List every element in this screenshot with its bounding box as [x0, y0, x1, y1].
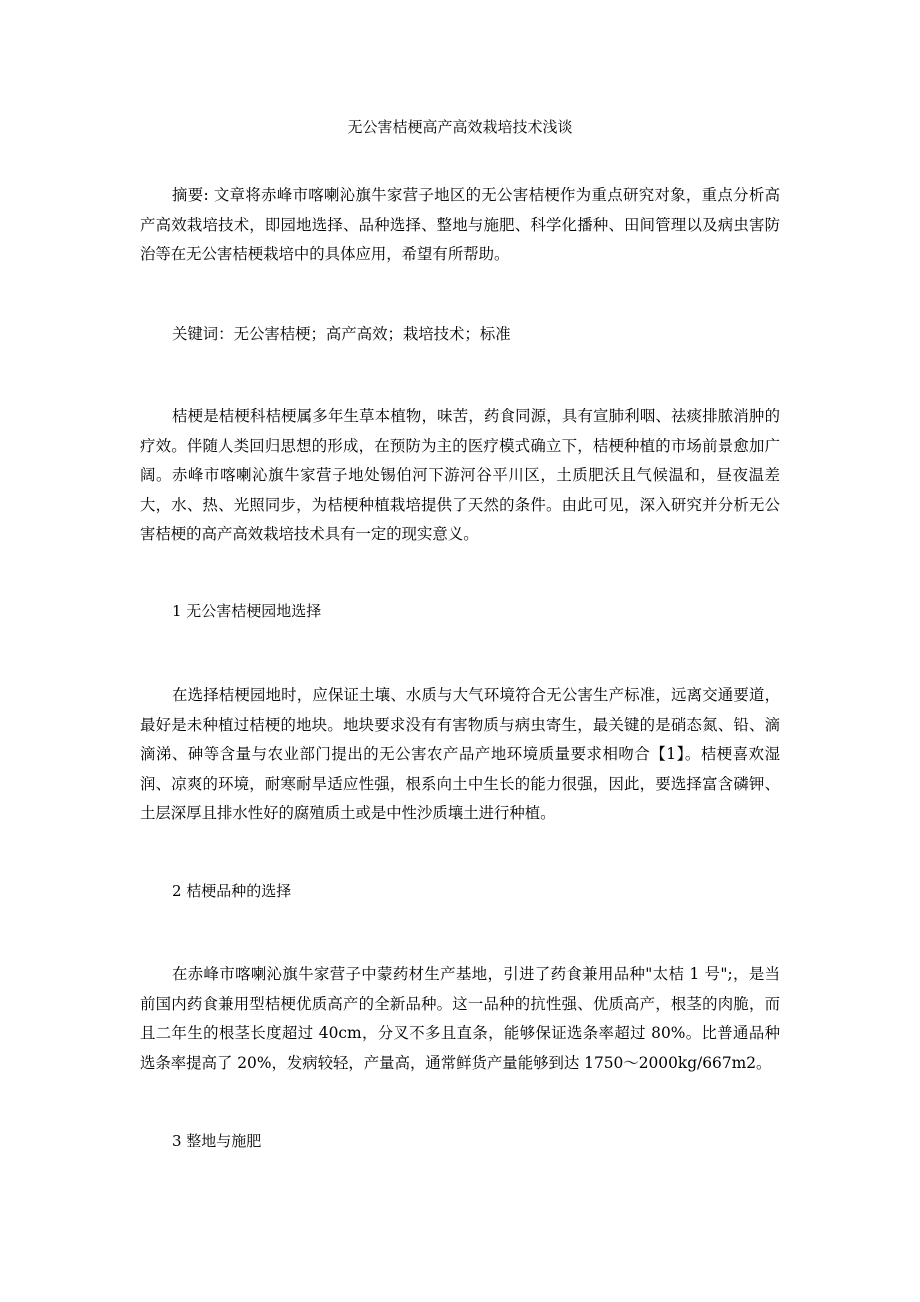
section-1-heading: 1 无公害桔梗园地选择	[172, 602, 322, 620]
keywords-paragraph: 关键词：无公害桔梗；高产高效；栽培技术；标准	[172, 325, 511, 343]
section-1-paragraph: 在选择桔梗园地时，应保证土壤、水质与大气环境符合无公害生产标准，远离交通要道，最好是未种植过桔梗的地块。地块要求没有有害物质与病虫寄生，最关键的是硝态氮、铅、滴滴涕、砷等含量与农业部门提出的无公害农产品产地环境质量要求相吻合【1】。桔梗喜欢湿润、凉爽的环境，耐寒耐旱适应性强，根系向土中生长的能力很强，因此，要选择富含磷钾、土层深厚且排水性好的腐殖质土或是中性沙质壤土进行种植。	[140, 686, 780, 822]
section-2-paragraph: 在赤峰市喀喇沁旗牛家营子中蒙药材生产基地，引进了药食兼用品种"太桔 1 号";，是当前国内药食兼用型桔梗优质高产的全新品种。这一品种的抗性强、优质高产，根茎的肉脆，而且二年生的根茎长度超过 40cm，分叉不多且直条，能够保证选条率超过 80%。比普通品种选条率提高了 20%，发病较轻，产量高，通常鲜货产量能够到达 1750～2000kg/667m2。	[140, 965, 780, 1072]
section-3-heading: 3 整地与施肥	[172, 1132, 262, 1150]
intro-paragraph: 桔梗是桔梗科桔梗属多年生草本植物，味苦，药食同源，具有宣肺利咽、祛痰排脓消肿的疗效。伴随人类回归思想的形成，在预防为主的医疗模式确立下，桔梗种植的市场前景愈加广阔。赤峰市喀喇沁旗牛家营子地处锡伯河下游河谷平川区，土质肥沃且气候温和，昼夜温差大，水、热、光照同步，为桔梗种植栽培提供了天然的条件。由此可见，深入研究并分析无公害桔梗的高产高效栽培技术具有一定的现实意义。	[140, 407, 780, 543]
document-title: 无公害桔梗高产高效栽培技术浅谈	[347, 118, 573, 136]
abstract-paragraph: 摘要: 文章将赤峰市喀喇沁旗牛家营子地区的无公害桔梗作为重点研究对象，重点分析高产高效栽培技术，即园地选择、品种选择、整地与施肥、科学化播种、田间管理以及病虫害防治等在无公害桔梗栽培中的具体应用，希望有所帮助。	[140, 186, 781, 263]
section-2-heading: 2 桔梗品种的选择	[172, 882, 292, 900]
